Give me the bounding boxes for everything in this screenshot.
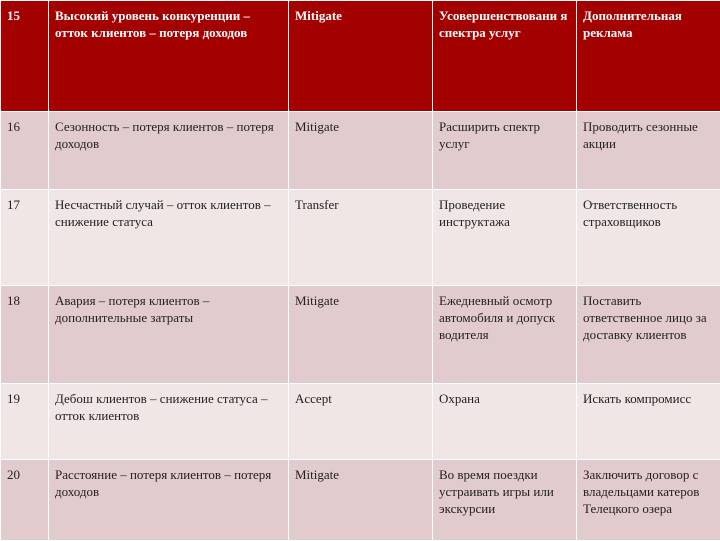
table-row xyxy=(1,286,720,384)
risk-strategy: Mitigate xyxy=(289,112,433,190)
table-row xyxy=(1,1,720,112)
risk-description: Несчастный случай – отток клиентов – снижение статуса xyxy=(49,190,289,286)
risk-description: Высокий уровень конкуренции – отток клиентов – потеря доходов xyxy=(49,1,289,112)
risk-action-2: Искать компромисс xyxy=(577,384,720,460)
risk-number: 18 xyxy=(1,286,49,384)
risk-number: 15 xyxy=(1,1,49,112)
risk-strategy: Mitigate xyxy=(289,460,433,541)
risk-action-1: Усовершенствовани я спектра услуг xyxy=(433,1,577,112)
risk-strategy: Mitigate xyxy=(289,1,433,112)
risk-action-1: Охрана xyxy=(433,384,577,460)
table-row xyxy=(1,112,720,190)
risk-description: Авария – потеря клиентов – дополнительные затраты xyxy=(49,286,289,384)
risk-strategy: Mitigate xyxy=(289,286,433,384)
risk-strategy: Transfer xyxy=(289,190,433,286)
risk-description: Расстояние – потеря клиентов – потеря доходов xyxy=(49,460,289,541)
risk-action-2: Дополнительная реклама xyxy=(577,1,720,112)
risk-action-1: Ежедневный осмотр автомобиля и допуск водителя xyxy=(433,286,577,384)
risk-action-1: Расширить спектр услуг xyxy=(433,112,577,190)
risk-number: 16 xyxy=(1,112,49,190)
risk-action-1: Проведение инструктажа xyxy=(433,190,577,286)
risk-action-2: Заключить договор с владельцами катеров Телецкого озера xyxy=(577,460,720,541)
table-row xyxy=(1,190,720,286)
risk-action-2: Поставить ответственное лицо за доставку клиентов xyxy=(577,286,720,384)
risk-description: Дебош клиентов – снижение статуса – отток клиентов xyxy=(49,384,289,460)
risk-number: 20 xyxy=(1,460,49,541)
risk-action-2: Ответственность страховщиков xyxy=(577,190,720,286)
risk-number: 19 xyxy=(1,384,49,460)
risk-description: Сезонность – потеря клиентов – потеря доходов xyxy=(49,112,289,190)
risk-action-1: Во время поездки устраивать игры или экскурсии xyxy=(433,460,577,541)
table-row xyxy=(1,460,720,541)
risk-action-2: Проводить сезонные акции xyxy=(577,112,720,190)
table-row xyxy=(1,384,720,460)
risk-strategy: Accept xyxy=(289,384,433,460)
risk-number: 17 xyxy=(1,190,49,286)
